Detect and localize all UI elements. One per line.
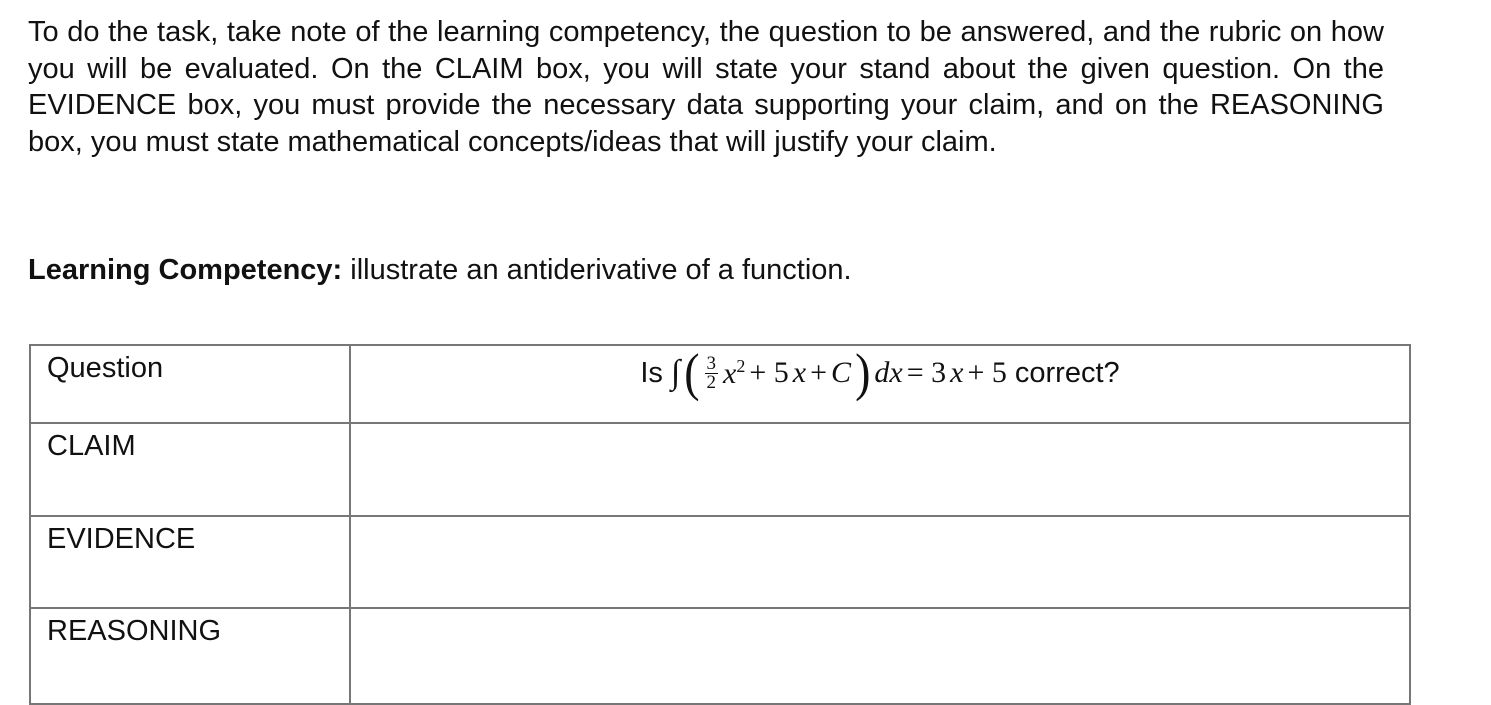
term1-variable: x	[723, 356, 737, 390]
fraction	[705, 352, 719, 393]
cer-table	[29, 344, 1411, 705]
fraction-numerator: 3	[706, 352, 717, 374]
claim-answer-box[interactable]	[350, 423, 1410, 516]
table-row-reasoning	[30, 608, 1410, 704]
equals-rhs: = 3	[906, 356, 947, 389]
close-paren: )	[855, 343, 871, 402]
evidence-label: EVIDENCE	[30, 516, 350, 608]
rhs-rest: + 5	[967, 356, 1007, 389]
table-row-claim	[30, 423, 1410, 516]
open-paren: (	[684, 343, 700, 402]
competency-text: illustrate an antiderivative of a function.	[342, 254, 852, 286]
reasoning-answer-box[interactable]	[350, 608, 1410, 704]
question-prefix: Is	[640, 356, 663, 389]
table-row-question	[30, 345, 1410, 423]
fraction-denominator: 2	[706, 371, 717, 393]
term2-variable: x	[792, 356, 807, 389]
integral-sign: ∫	[670, 354, 681, 391]
reasoning-label: REASONING	[30, 608, 350, 704]
evidence-answer-box[interactable]	[350, 516, 1410, 608]
rhs-variable: x	[950, 356, 964, 389]
term3-constant: C	[831, 356, 852, 389]
question-equation	[670, 343, 1007, 402]
question-suffix: correct?	[1014, 356, 1120, 389]
term2-coeff: + 5	[749, 356, 789, 389]
claim-label: CLAIM	[30, 423, 350, 516]
table-row-evidence	[30, 516, 1410, 608]
question-label: Question	[30, 345, 350, 423]
instructions-paragraph: To do the task, take note of the learning competency, the question to be answered, and the rubric on how you will be evaluated. On the CLAIM box, you will state your stand about the given question. On the EVIDENCE box, you must provide the necessary data supporting your claim, and on the REASONING box, you must state mathematical concepts/ideas that will justify your claim.	[28, 16, 1384, 158]
learning-competency	[28, 252, 852, 288]
competency-label: Learning Competency:	[28, 254, 343, 286]
differential: dx	[874, 356, 903, 389]
question-cell	[350, 345, 1410, 423]
term1-exponent: 2	[736, 355, 746, 376]
term3-plus: +	[810, 356, 828, 389]
